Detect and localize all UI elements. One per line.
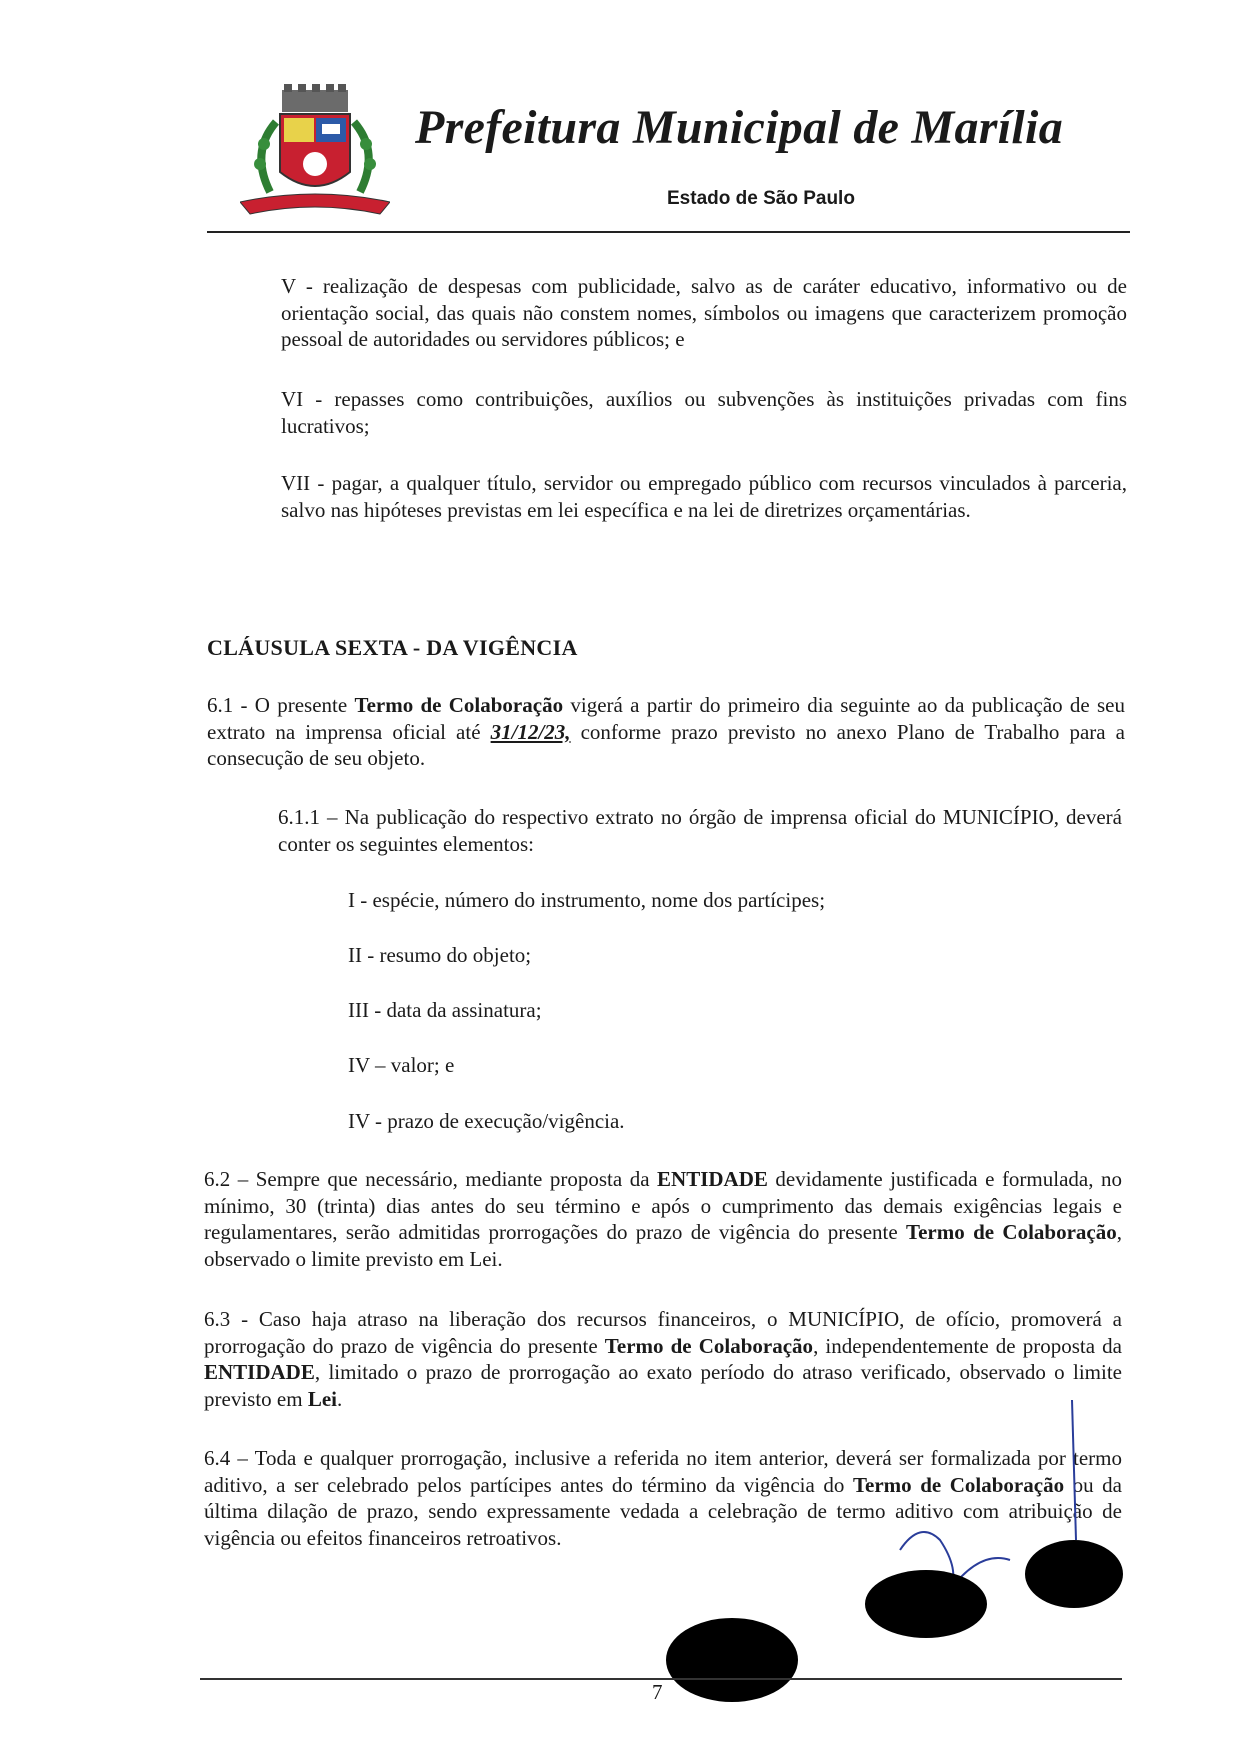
redaction-mark: [865, 1570, 987, 1638]
paragraph-6-1-1: 6.1.1 – Na publicação do respectivo extrato no órgão de imprensa oficial do MUNICÍPIO, deverá conter os seguintes elementos:: [278, 805, 1122, 856]
page-title: Prefeitura Municipal de Marília: [415, 101, 1063, 154]
element-item: I - espécie, número do instrumento, nome dos partícipes;: [348, 888, 826, 912]
p63-text-e: , limitado o prazo de prorrogação ao exato período do atraso verificado, observado o limite previsto em: [204, 1360, 1122, 1411]
p62-text-c: devidamente justificada e formulada, no mínimo, 30 (trinta) dias antes do seu término e após o cumprimento das demais exigências legais e regulamentares, serão admitidas prorrogações do prazo de vigência do presente: [204, 1167, 1122, 1244]
p61-text-d: conforme prazo previsto no anexo Plano de Trabalho para a consecução de seu objeto.: [207, 719, 1125, 770]
element-item: IV - prazo de execução/vigência.: [348, 1109, 625, 1133]
paragraph-6-2: [204, 1166, 1122, 1272]
element-item: III - data da assinatura;: [348, 998, 542, 1022]
p62-text-e: , observado o limite previsto em Lei.: [204, 1220, 1122, 1271]
p63-text-g: .: [336, 1386, 343, 1411]
p63-entity: ENTIDADE: [204, 1360, 315, 1384]
municipal-coat-of-arms-icon: [240, 82, 390, 222]
element-item: IV – valor; e: [348, 1053, 455, 1077]
p63-law: Lei: [307, 1386, 337, 1411]
p63-text-c: , independentemente de proposta da: [813, 1333, 1122, 1358]
paragraph-6-1: [207, 692, 1125, 772]
p64-term: Termo de Colaboração: [852, 1472, 1065, 1497]
p63-text-a: 6.3 - Caso haja atraso na liberação dos recursos financeiros, o MUNICÍPIO, de ofício, promoverá a prorrogação do prazo de vigência do presente: [204, 1307, 1122, 1358]
p61-text-a: 6.1 - O presente: [207, 693, 355, 717]
p62-text-a: 6.2 – Sempre que necessário, mediante proposta da: [204, 1167, 658, 1191]
redaction-mark: [666, 1618, 798, 1702]
p62-entity: ENTIDADE: [657, 1167, 768, 1191]
p61-date: 31/12/23,: [490, 719, 571, 744]
p61-text-c: vigerá a partir do primeiro dia seguinte ao da publicação de seu extrato na imprensa oficial até: [207, 693, 1126, 744]
page-subtitle: Estado de São Paulo: [667, 188, 855, 209]
item-v: V - realização de despesas com publicidade, salvo as de caráter educativo, informativo ou de orientação social, das quais não constem nomes, símbolos ou imagens que caracterizem promoção pessoal de autoridades ou servidores públicos; e: [281, 274, 1127, 351]
paragraph-6-3: [204, 1306, 1122, 1412]
p64-text-a: 6.4 – Toda e qualquer prorrogação, inclusive a referida no item anterior, deverá ser formalizada por termo aditivo, a ser celebrado pelos partícipes antes do término da vigência do: [204, 1446, 1122, 1497]
item-vii: VII - pagar, a qualquer título, servidor ou empregado público com recursos vinculados à parceria, salvo nas hipóteses previstas em lei específica e na lei de diretrizes orçamentárias.: [281, 471, 1127, 522]
p61-term: Termo de Colaboração: [354, 693, 564, 717]
p62-term: Termo de Colaboração: [906, 1220, 1117, 1244]
p64-text-c: ou da última dilação de prazo, sendo expressamente vedada a celebração de termo aditivo com atribuição de vigência ou efeitos financeiros retroativos.: [204, 1472, 1122, 1550]
header-divider: [207, 231, 1130, 233]
clause-heading: CLÁUSULA SEXTA - DA VIGÊNCIA: [207, 635, 578, 660]
redaction-mark: [1025, 1540, 1123, 1608]
item-vi: VI - repasses como contribuições, auxílios ou subvenções às instituições privadas com fins lucrativos;: [281, 387, 1127, 438]
page-number: 7: [652, 1680, 663, 1704]
p63-term: Termo de Colaboração: [604, 1333, 814, 1358]
element-item: II - resumo do objeto;: [348, 943, 532, 967]
